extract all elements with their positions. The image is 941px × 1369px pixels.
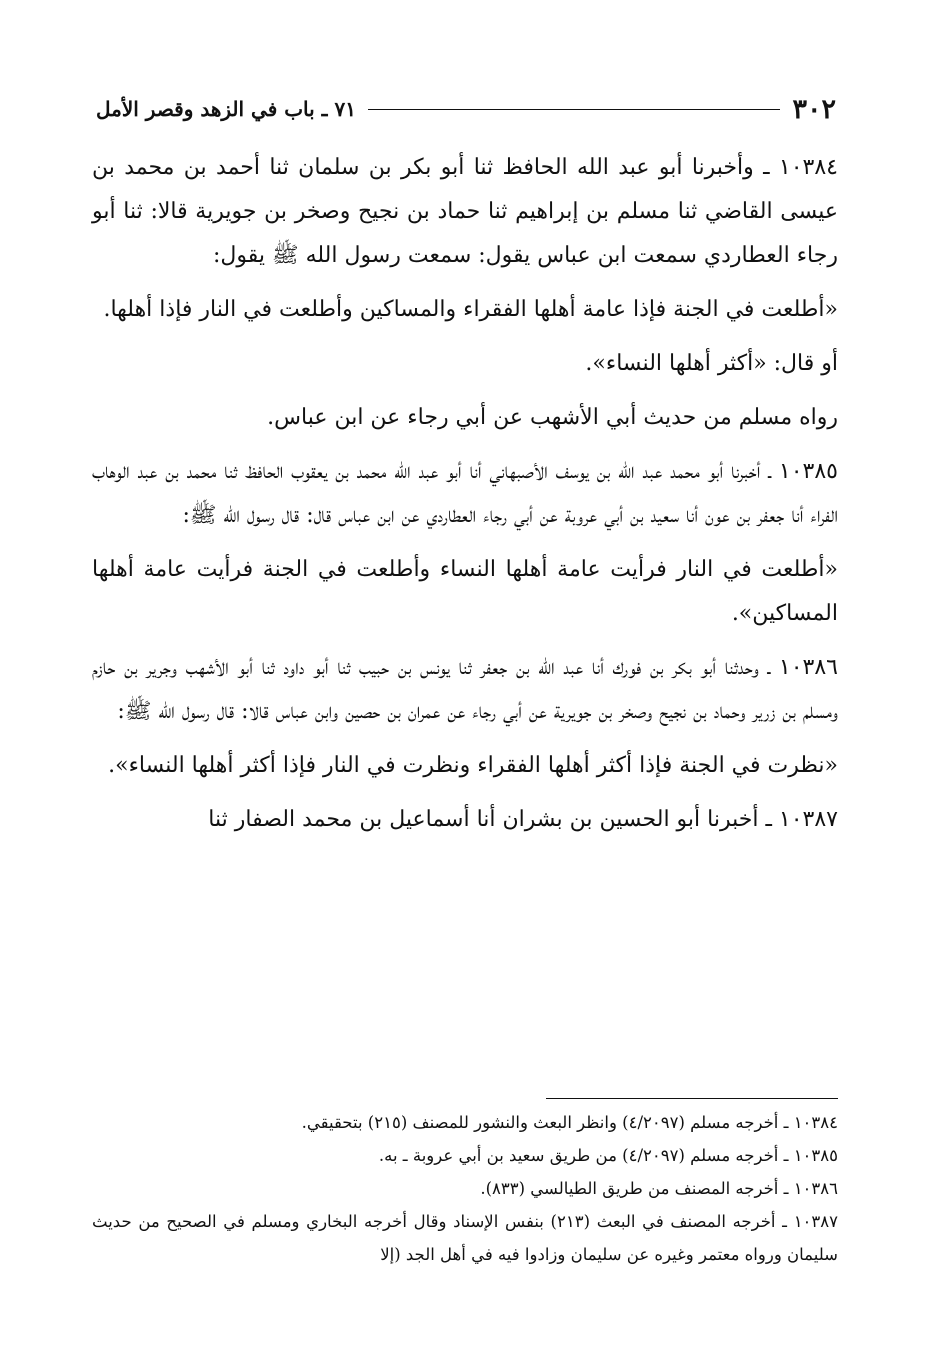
- hadith-10386-matn: «نظرت في الجنة فإذا أكثر أهلها الفقراء ونظرت في النار فإذا أكثر أهلها النساء».: [108, 753, 838, 778]
- footnote-10387: ١٠٣٨٧ ـ أخرجه المصنف في البعث (٢١٣) بنفس الإسناد وقال أخرجه البخاري ومسلم في الصحيح من حديث سليمان ورواه معتمر وغيره عن سليمان وزادوا فيه في أهل الجد (إلا: [92, 1212, 838, 1264]
- footnote-10385: ١٠٣٨٥ ـ أخرجه مسلم (٤/٢٠٩٧) من طريق سعيد بن أبي عروبة ـ به.: [378, 1146, 838, 1165]
- hadith-10386: ١٠٣٨٦ ـ وحدثنا أبو بكر بن فورك أنا عبد الله بن جعفر ثنا يونس بن حبيب ثنا أبو داود ثنا أبو الأشهب وجرير بن حازم ومسلم بن زرير وحماد بن نجيح وصخر بن جويرية عن أبي رجاء عن عمران بن حصين وابن عباس قالا: قال رسول الله ﷺ:: [92, 655, 838, 724]
- hadith-10384-matn: «أطلعت في الجنة فإذا عامة أهلها الفقراء والمساكين وأطلعت في النار فإذا أهلها.: [103, 297, 838, 322]
- main-text: [92, 146, 838, 852]
- footnotes: [92, 1106, 838, 1271]
- hadith-10385: ١٠٣٨٥ ـ أخبرنا أبو محمد عبد الله بن يوسف الأصبهاني أنا أبو عبد الله محمد بن يعقوب الحافظ ثنا محمد بن عبد الوهاب الفراء أنا جعفر بن عون أنا سعيد بن أبي عروبة عن أبي رجاء العطاردي عن ابن عباس قال: قال رسول الله ﷺ:: [92, 459, 838, 528]
- header-rule: [368, 109, 780, 110]
- hadith-10385-matn: «أطلعت في النار فرأيت عامة أهلها النساء وأطلعت في الجنة فرأيت عامة أهلها المساكين».: [92, 557, 838, 626]
- running-title: ٧١ ـ باب في الزهد وقصر الأمل: [96, 97, 356, 121]
- hadith-10384: ١٠٣٨٤ ـ وأخبرنا أبو عبد الله الحافظ ثنا أبو بكر بن سلمان ثنا أحمد بن محمد بن عيسى القاضي ثنا مسلم بن إبراهيم ثنا حماد بن نجيح وصخر بن جويرية قالا: ثنا أبو رجاء العطاردي سمعت ابن عباس يقول: سمعت رسول الله ﷺ يقول:: [92, 155, 838, 268]
- hadith-10387: ١٠٣٨٧ ـ أخبرنا أبو الحسين بن بشران أنا أسماعيل بن محمد الصفار ثنا: [208, 807, 838, 832]
- hadith-10384-variant: أو قال: «أكثر أهلها النساء».: [585, 351, 838, 376]
- footnote-separator: [546, 1098, 838, 1099]
- page-header: [96, 86, 836, 132]
- footnote-10386: ١٠٣٨٦ ـ أخرجه المصنف من طريق الطيالسي (٨٣٣).: [480, 1179, 838, 1198]
- footnote-10384: ١٠٣٨٤ ـ أخرجه مسلم (٤/٢٠٩٧) وانظر البعث والنشور للمصنف (٢١٥) بتحقيقي.: [301, 1113, 838, 1132]
- page-number: ٣٠٢: [792, 93, 836, 125]
- hadith-10384-takhrij: رواه مسلم من حديث أبي الأشهب عن أبي رجاء عن ابن عباس.: [267, 405, 838, 430]
